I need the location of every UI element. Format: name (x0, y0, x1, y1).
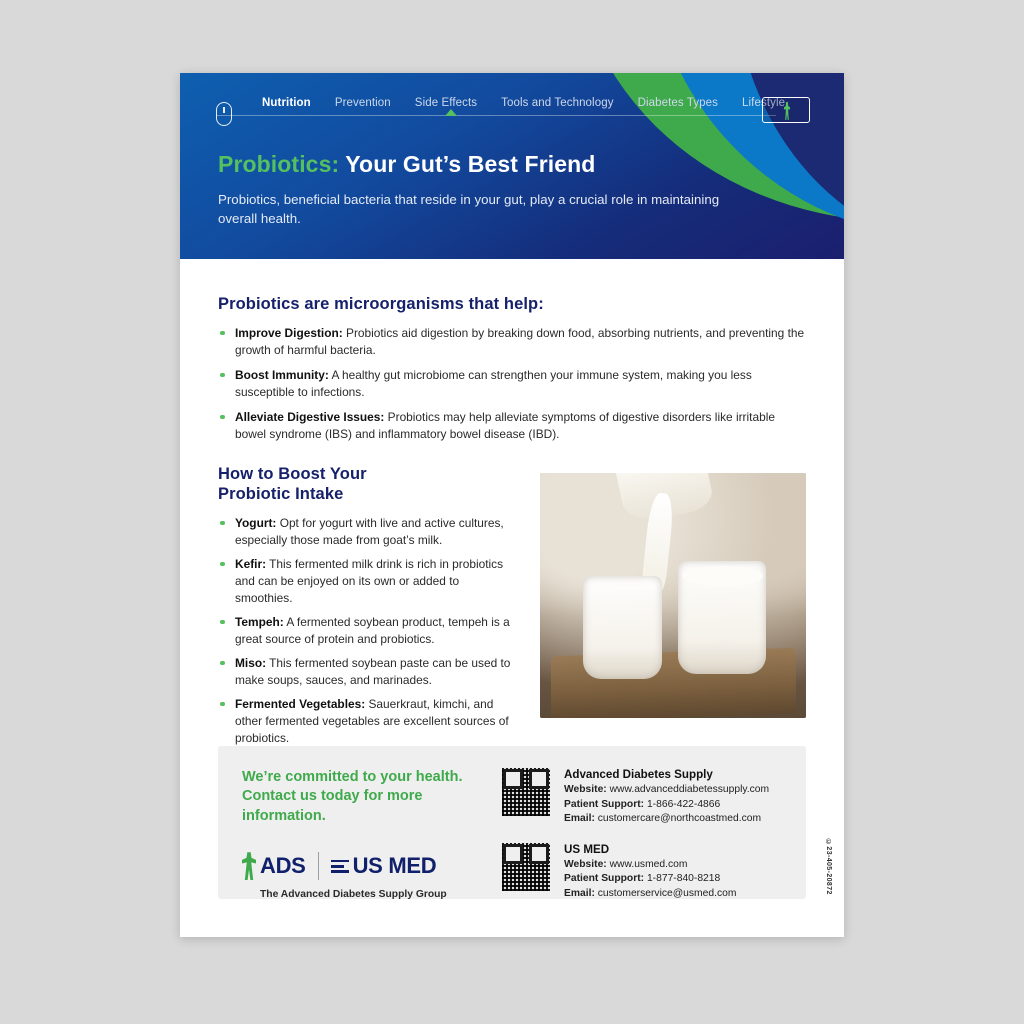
contact-support (564, 798, 769, 813)
page-title (218, 151, 844, 178)
section1-title: Probiotics are microorganisms that help: (218, 295, 544, 313)
section2-text-column (218, 465, 518, 754)
usmed-bars-icon (331, 860, 349, 873)
contact-block-ads (502, 768, 784, 827)
qr-code-ads[interactable] (502, 768, 550, 816)
footer-group-line: The Advanced Diabetes Supply Group (260, 889, 447, 901)
list-item-text: Probiotics may help alleviate symptoms of digestive disorders like irritable bowel syndrome (IBS) and inflammatory bowel disease (IBD). (235, 410, 775, 442)
ads-logo (242, 852, 306, 880)
contact-website-value[interactable]: www.advanceddiabetessupply.com (606, 784, 770, 795)
contact-email-label: Email: (564, 888, 595, 900)
contact-website-label: Website: (564, 784, 607, 795)
list-item-lead: Improve Digestion: (235, 326, 343, 340)
contact-website (564, 858, 736, 873)
nav-active-caret-icon (445, 109, 457, 116)
page-header (180, 73, 844, 259)
contact-support (564, 872, 736, 887)
nav-item-prevention[interactable]: Prevention (334, 97, 391, 109)
contact-website-value[interactable]: www.usmed.com (606, 858, 688, 870)
contact-website (564, 783, 769, 798)
contact-support-value[interactable]: 1-866-422-4866 (644, 798, 721, 810)
section2-title (218, 465, 518, 504)
contact-support-label: Patient Support: (564, 798, 645, 810)
list-item-text: This fermented soybean paste can be used to make soups, sauces, and marinades. (235, 656, 511, 688)
ads-logo-badge[interactable] (762, 97, 810, 123)
list-item (218, 655, 518, 689)
list-item (218, 409, 806, 443)
mouse-cursor-icon (216, 102, 232, 126)
nav-item-diabetes-types[interactable]: Diabetes Types (637, 97, 719, 109)
contact-name: US MED (564, 842, 610, 856)
navigation-bar[interactable] (180, 73, 844, 109)
list-item-text: A fermented soybean product, tempeh is a great source of protein and probiotics. (235, 615, 510, 647)
list-item (218, 556, 518, 607)
document-code: ©23-405-20872 (825, 839, 832, 895)
list-item-text: This fermented milk drink is rich in probiotics and can be enjoyed on its own or added to smoothies. (235, 557, 504, 606)
footer-right (480, 768, 784, 899)
contact-email (564, 887, 736, 902)
photo-glass-left (583, 576, 663, 679)
footer-panel (218, 746, 806, 899)
logo-divider (318, 852, 319, 880)
list-item-text: Probiotics aid digestion by breaking down food, absorbing nutrients, and preventing the growth of harmful bacteria. (235, 326, 805, 358)
contact-website-label: Website: (564, 858, 607, 870)
list-item-lead: Kefir: (235, 557, 267, 572)
usmed-logo-text: US MED (352, 853, 437, 879)
page-title-rest: Your Gut’s Best Friend (339, 151, 596, 177)
section2-title-line2: Probiotic Intake (218, 484, 344, 503)
section2-title-line1: How to Boost Your (218, 465, 367, 484)
milk-glasses-photo (540, 473, 806, 718)
footer-left (242, 768, 480, 899)
page-title-highlight: Probiotics: (218, 151, 340, 177)
list-item-text: A healthy gut microbiome can strengthen your immune system, making you less susceptible to infections. (235, 368, 752, 400)
usmed-logo (331, 853, 437, 879)
list-item (218, 367, 806, 401)
contact-block-usmed (502, 843, 784, 902)
nav-item-lifestyle[interactable]: Lifestyle (742, 97, 786, 109)
nav-item-nutrition[interactable]: Nutrition (262, 97, 311, 109)
list-item-lead: Fermented Vegetables: (235, 697, 366, 712)
nav-item-tools-and-technology[interactable]: Tools and Technology (501, 97, 614, 109)
contact-email-value[interactable]: customercare@northcoastmed.com (594, 813, 762, 825)
contact-name: Advanced Diabetes Supply (564, 768, 713, 781)
list-item (218, 696, 518, 747)
list-item (218, 325, 806, 359)
contact-email-label: Email: (564, 813, 595, 825)
photo-glass-right (678, 561, 766, 674)
list-item-text: Sauerkraut, kimchi, and other fermented vegetables are excellent sources of probiotics. (235, 697, 509, 746)
section2 (218, 465, 806, 754)
ads-person-icon (242, 852, 256, 880)
nav-item-side-effects[interactable]: Side Effects (414, 97, 478, 109)
contact-details-ads (564, 768, 769, 827)
contact-support-value[interactable]: 1-877-840-8218 (644, 873, 721, 885)
list-item-lead: Boost Immunity: (235, 368, 329, 383)
section2-list (218, 515, 518, 747)
document-page (180, 73, 844, 937)
list-item-text: Opt for yogurt with live and active cultures, especially those made from goat’s milk. (235, 516, 504, 548)
footer-cta-text: We’re committed to your health. Contact us today for more information. (242, 769, 463, 824)
nav-underline (216, 115, 776, 116)
contact-email-value[interactable]: customerservice@usmed.com (594, 888, 737, 900)
page-body (180, 259, 844, 754)
ads-logo-text: ADS (260, 853, 306, 879)
list-item-lead: Alleviate Digestive Issues: (235, 410, 385, 425)
contact-support-label: Patient Support: (564, 873, 645, 885)
ads-person-icon (784, 102, 790, 120)
list-item-lead: Yogurt: (235, 516, 277, 531)
list-item-lead: Tempeh: (235, 615, 284, 630)
list-item (218, 515, 518, 549)
contact-details-usmed (564, 843, 736, 902)
page-subtitle: Probiotics, beneficial bacteria that reside in your gut, play a crucial role in maintaining overall health. (218, 192, 720, 227)
list-item-lead: Miso: (235, 656, 267, 671)
contact-email (564, 812, 769, 827)
qr-code-usmed[interactable] (502, 843, 550, 891)
section1-list (218, 325, 806, 443)
footer-logos (242, 852, 480, 880)
list-item (218, 614, 518, 648)
